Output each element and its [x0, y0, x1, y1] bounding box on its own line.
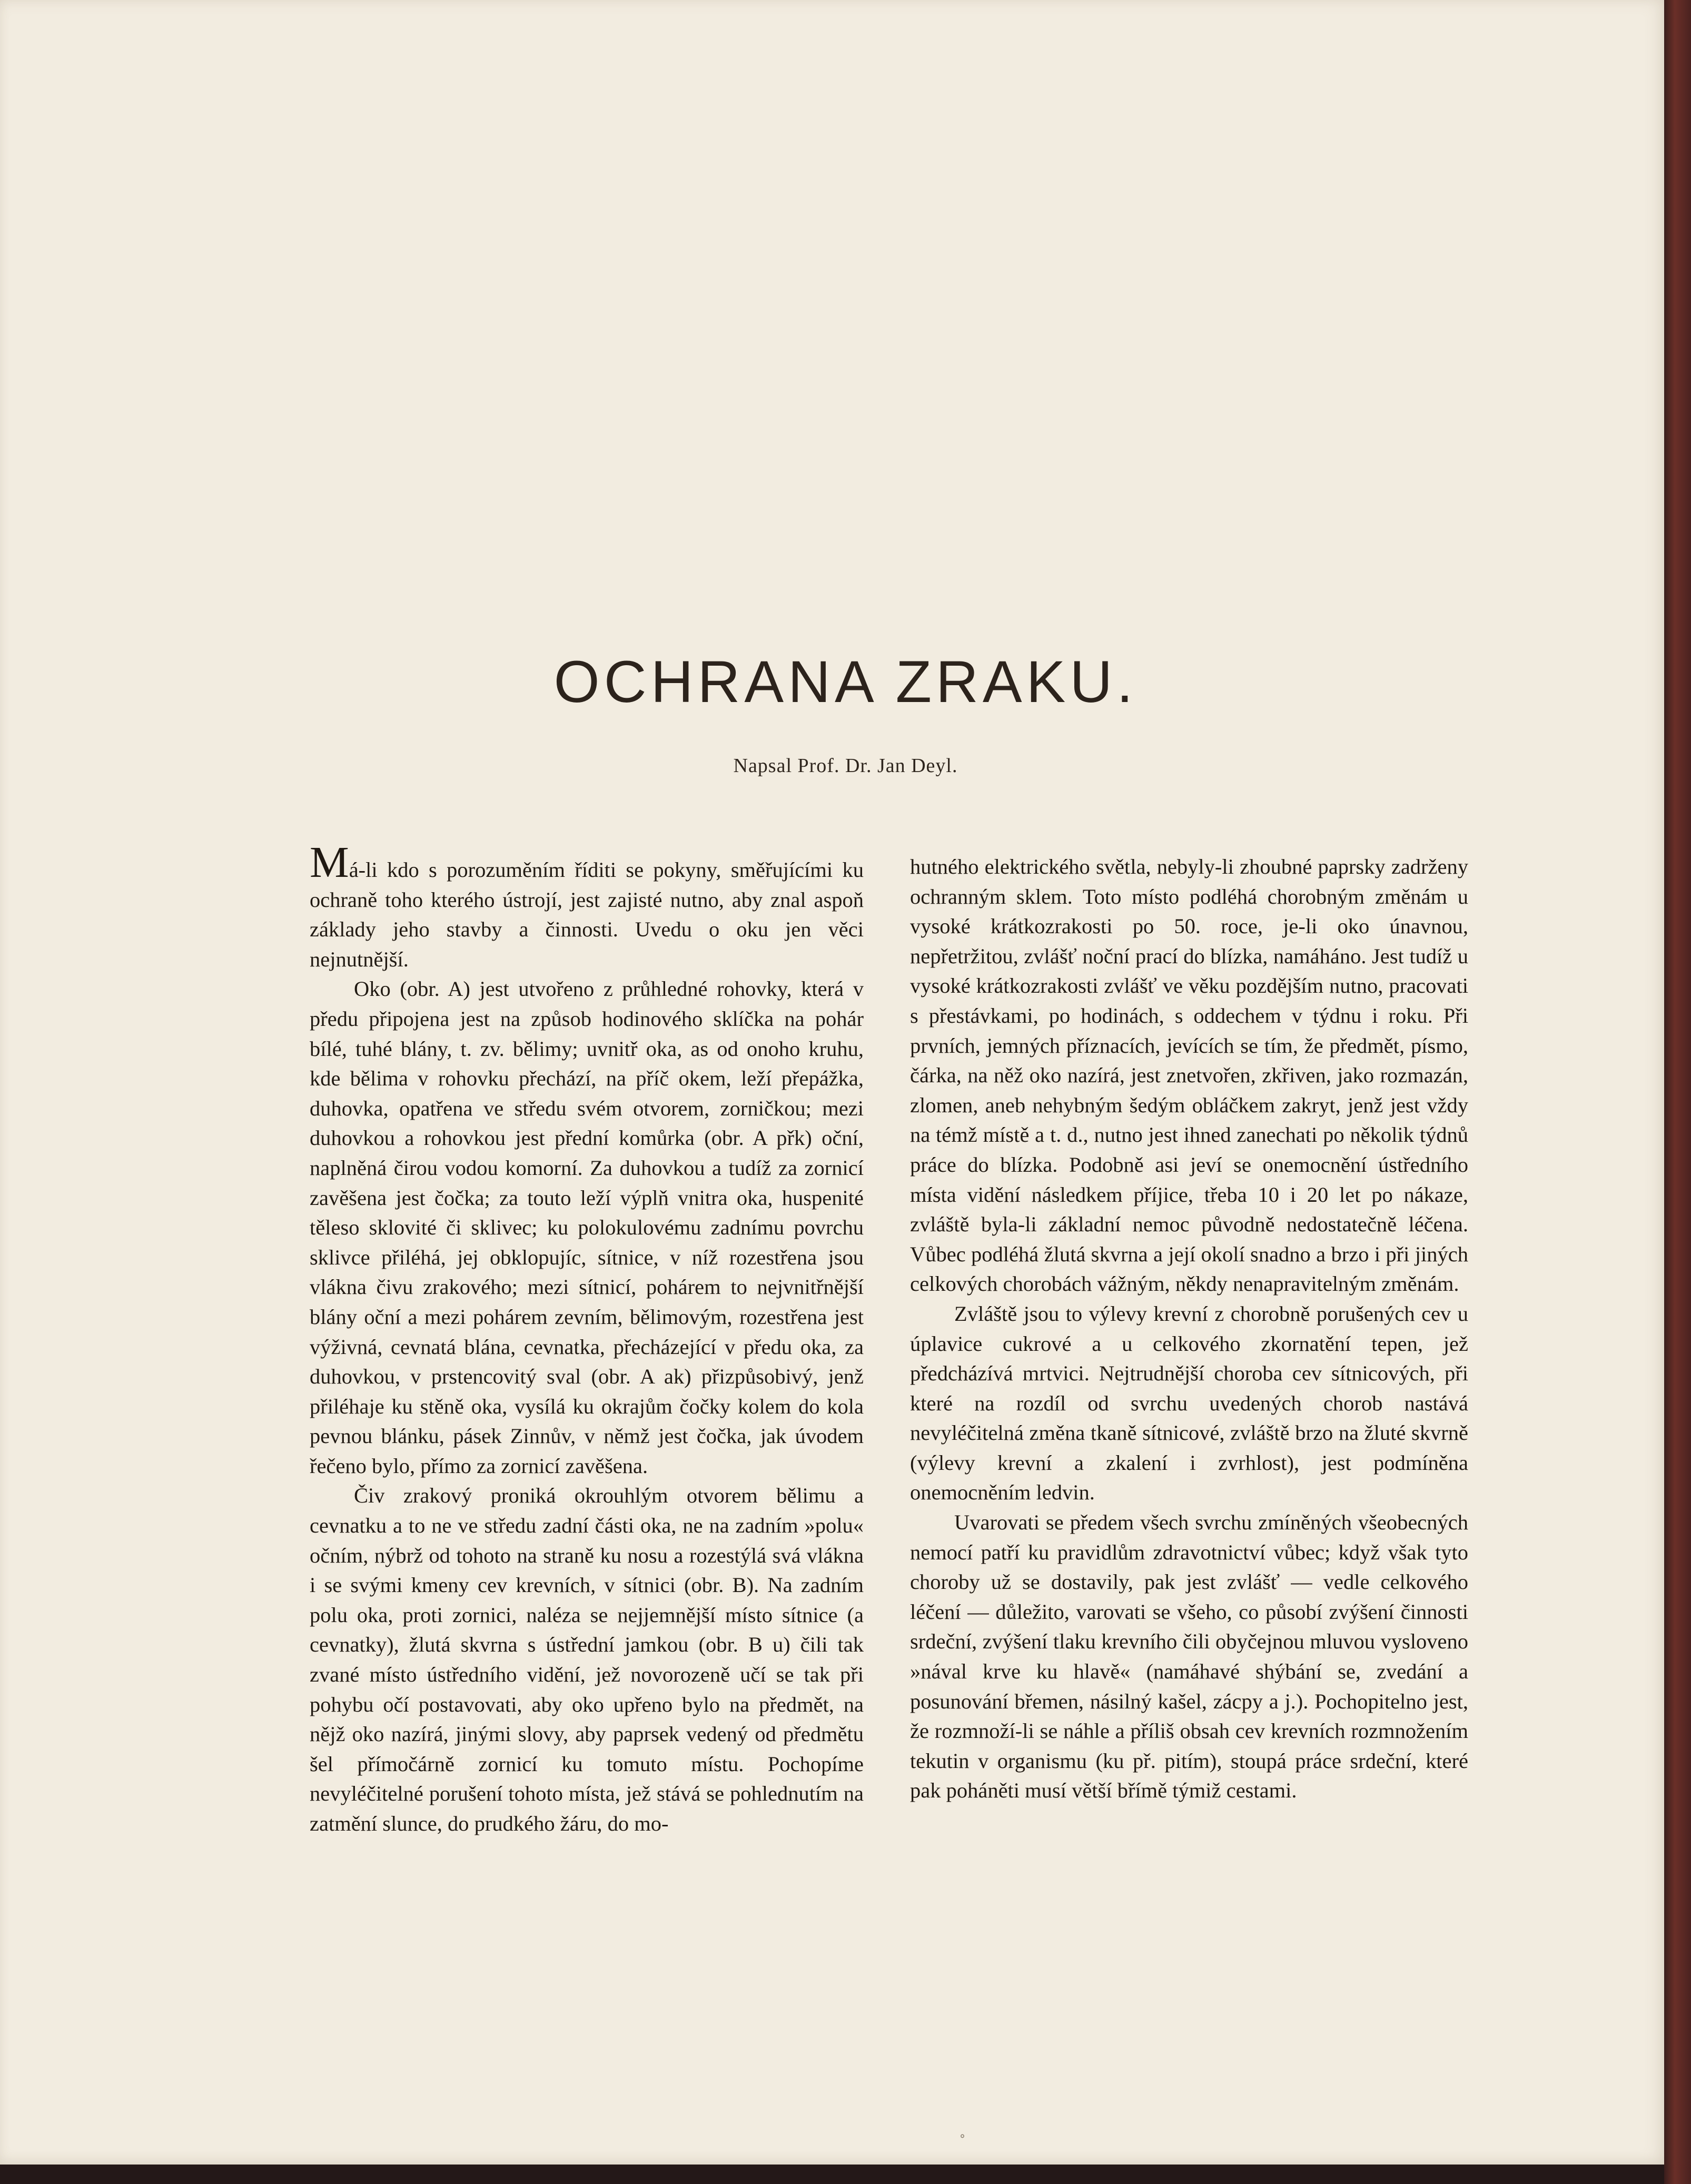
- paragraph: Má-li kdo s porozuměním říditi se pokyny, směřujícími ku ochraně toho kterého ústrojí, jest zajisté nutno, aby znal aspoň základy jeho stavby a činnosti. Uvedu o oku jen věci nejnutnější.: [310, 838, 864, 971]
- byline: Napsal Prof. Dr. Jan Deyl.: [733, 755, 958, 777]
- paragraph: Zvláště jsou to výlevy krevní z chorobně porušených cev u úplavice cukrové a u celkového zkornatění tepen, jež předcházívá mrtvici. Nejtrudnější choroba cev sítnicových, při které na rozdíl od svrchu uvedených chorob nastává nevyléčitelná změna tkaně sítnicové, zvláště brzo na žluté skvrně (výlevy krevní a zkalení i zvrhlost), jest podmíněna onemocněním ledvin.: [910, 1301, 1468, 1505]
- article-title: OCHRANA ZRAKU.: [553, 649, 1138, 715]
- left-column: [310, 838, 864, 1839]
- paragraph: Čiv zrakový proniká okrouhlým otvorem bělimu a cevnatku a to ne ve středu zadní části oka, ne na zadním »polu« očním, nýbrž od tohoto na straně ku nosu a rozestýlá svá vlákna i se svými kmeny cev krevních, v sítnici (obr. B). Na zadním polu oka, proti zornici, naléza se nejjemnější místo sítnice (a cevnatky), žlutá skvrna s ústřední jamkou (obr. B u) čili tak zvané místo ústředního vidění, jež novorozeně učí se tak při pohybu očí postavovati, aby oko upřeno bylo na předmět, na nějž oko nazírá, jinými slovy, aby paprsek vedený od předmětu šel přímočárně zornicí ku tomuto místu. Pochopíme nevyléčitelné porušení tohoto místa, jež stává se pohlednutím na zatmění slunce, do prudkého žáru, do mo-: [310, 1484, 864, 1835]
- right-column: [910, 852, 1468, 1806]
- paragraph: Oko (obr. A) jest utvořeno z průhledné rohovky, která v předu připojena jest na způsob hodinového sklíčka na pohár bílé, tuhé blány, t. zv. bělimy; uvnitř oka, as od onoho kruhu, kde bělima v rohovku přechází, na příč okem, leží přepážka, duhovka, opatřena ve středu svém otvorem, zorničkou; mezi duhovkou a rohovkou jest přední komůrka (obr. A přk) oční, naplněná čirou vodou komorní. Za duhovkou a tudíž za zornicí zavěšena jest čočka; za touto leží výplň vnitra oka, huspenité těleso sklovité či sklivec; ku polokulovému zadnímu povrchu sklivce přiléhá, jej obklopujíc, sítnice, v níž rozestřena jsou vlákna čivu zrakového; mezi sítnicí, pohárem to nejvnitřnější blány oční a mezi pohárem zevním, bělimovým, rozestřena jest výživná, cevnatá blána, cevnatka, přecházející v předu oka, za duhovkou, v prstencovitý sval (obr. A ak) přizpůsobivý, jenž přiléhaje ku stěně oka, vysílá ku okrajům čočky kolem do kola pevnou blánku, pásek Zinnův, v němž jest čočka, jak úvodem řečeno bylo, přímo za zornicí zavěšena.: [310, 977, 864, 1478]
- drop-cap: M: [310, 838, 349, 887]
- book-cover-edge: [1664, 0, 1691, 2184]
- page-mark: °: [960, 2133, 965, 2146]
- paragraph: Uvarovati se předem všech svrchu zmíněných všeobecných nemocí patří ku pravidlům zdravotnictví vůbec; když však tyto choroby už se dostavily, pak jest zvlášť — vedle celkového léčení — důležito, varovati se všeho, co působí zvýšení činnosti srdeční, zvýšení tlaku krevního čili obyčejnou mluvou vysloveno »nával krve ku hlavě« (namáhavé shýbání se, zvedání a posunování břemen, násilný kašel, zácpy a j.). Pochopitelno jest, že rozmnoží-li se náhle a příliš obsah cev krevních rozmnožením tekutin v organismu (ku př. pitím), stoupá práce srdeční, které pak poháněti musí větší břímě týmiž cestami.: [910, 1510, 1468, 1803]
- scan-border: [0, 2165, 1664, 2184]
- paragraph: hutného elektrického světla, nebyly-li zhoubné paprsky zadrženy ochranným sklem. Toto místo podléhá chorobným změnám u vysoké krátkozrakosti po 50. roce, je-li oko únavnou, nepřetržitou, zvlášť noční prací do blízka, namáháno. Jest tudíž u vysoké krátkozrakosti zvlášť ve věku pozdějším nutno, pracovati s přestávkami, po hodinách, s oddechem v týdnu i roku. Při prvních, jemných příznacích, jevících se tím, že předmět, písmo, čárka, na něž oko nazírá, jest znetvořen, zkřiven, jako rozmazán, zlomen, aneb nehybným šedým obláčkem zakryt, jenž jest vždy na témž místě a t. d., nutno jest ihned zanechati po několik týdnů práce do blízka. Podobně asi jeví se onemocnění ústředního místa vidění následkem příjice, třeba 10 i 20 let po nákaze, zvláště byla-li základní nemoc původně nedostatečně léčena. Vůbec podléhá žlutá skvrna a její okolí snadno a brzo i při jiných celkových chorobách vážným, někdy nenapravitelným změnám.: [910, 855, 1468, 1296]
